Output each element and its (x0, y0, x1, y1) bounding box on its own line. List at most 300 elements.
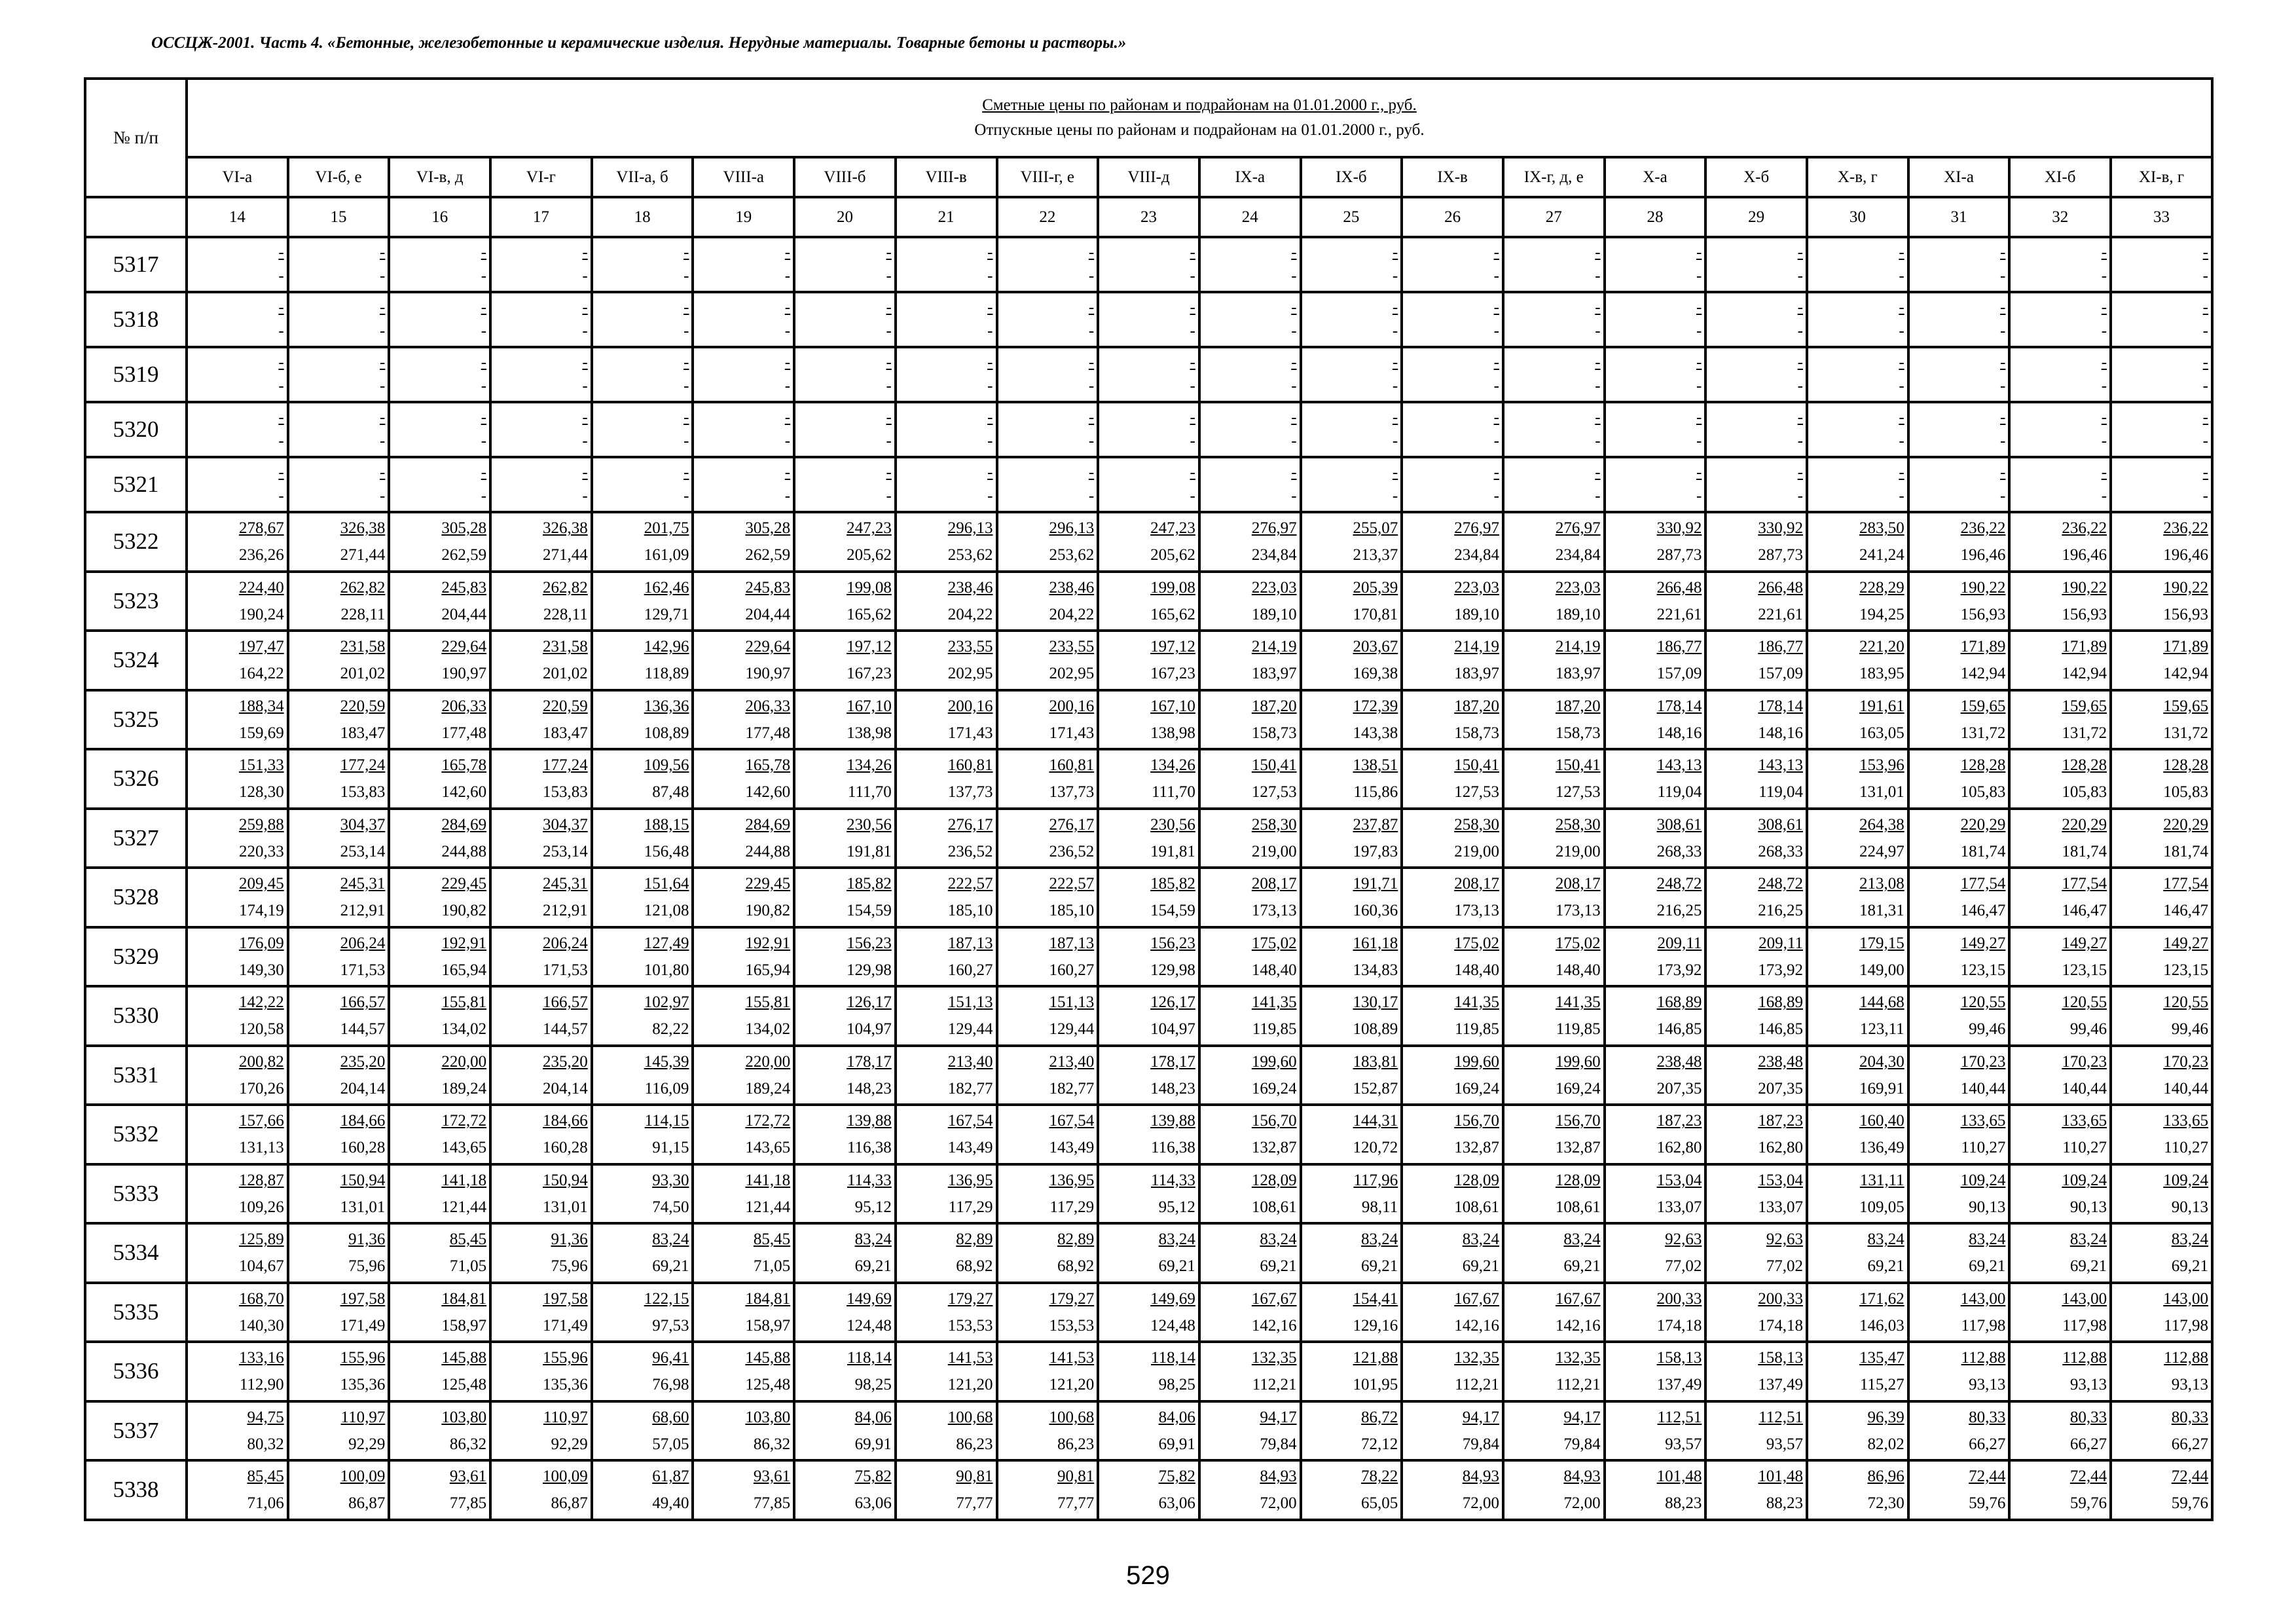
price-cell (1605, 292, 1706, 347)
price-cell (693, 749, 794, 809)
estimate-price: 191,61 (1859, 697, 1904, 715)
release-price: 131,72 (2062, 724, 2107, 742)
estimate-price: 142,96 (644, 638, 689, 656)
row-number: 5317 (85, 237, 187, 292)
price-cell (2009, 512, 2111, 572)
price-cell (896, 292, 997, 347)
release-price: 108,61 (1454, 1198, 1499, 1216)
price-cell (1098, 1401, 1199, 1461)
release-price: - (2202, 487, 2208, 505)
district-header: VI-а (187, 157, 288, 197)
price-cell (1908, 1164, 2010, 1224)
estimate-price: 143,13 (1656, 756, 1702, 775)
release-price: 69,91 (1158, 1435, 1195, 1453)
price-cell (490, 1460, 592, 1520)
release-price: 72,12 (1361, 1435, 1398, 1453)
table-row (85, 572, 2212, 631)
price-cell (794, 1046, 896, 1105)
estimate-price: - (278, 464, 284, 481)
price-cell (1605, 986, 1706, 1046)
release-price: 271,44 (340, 546, 386, 564)
column-number: 18 (592, 197, 693, 237)
release-price: - (1595, 322, 1601, 340)
price-cell (1908, 749, 2010, 809)
price-cell (693, 1283, 794, 1342)
price-cell (794, 1460, 896, 1520)
price-cell (997, 1046, 1099, 1105)
estimate-price: 220,29 (2062, 815, 2107, 834)
estimate-price: 159,65 (1960, 697, 2006, 715)
price-cell (1605, 512, 1706, 572)
estimate-price: 82,89 (956, 1230, 993, 1249)
price-cell (288, 868, 390, 927)
release-price: 253,62 (1049, 546, 1095, 564)
release-price: 219,00 (1251, 842, 1297, 860)
release-price: 79,84 (1462, 1435, 1499, 1453)
estimate-price: - (481, 244, 487, 261)
estimate-price: 199,60 (1251, 1052, 1297, 1071)
estimate-price: 171,89 (2163, 638, 2208, 656)
row-number: 5326 (85, 749, 187, 809)
release-price: 189,10 (1454, 605, 1499, 623)
price-cell (1402, 809, 1503, 868)
price-cell (1199, 1460, 1301, 1520)
release-price: - (683, 487, 689, 505)
price-cell (1705, 631, 1807, 690)
price-cell (1098, 572, 1199, 631)
price-cell (1605, 631, 1706, 690)
release-price: 86,23 (956, 1435, 993, 1453)
price-cell (1503, 868, 1605, 927)
price-cell (1199, 927, 1301, 987)
release-price: 158,73 (1555, 724, 1601, 742)
release-price: 234,84 (1454, 546, 1499, 564)
price-cell (1199, 1046, 1301, 1105)
price-cell (1908, 512, 2010, 572)
release-price: 95,12 (1158, 1198, 1195, 1216)
release-price: 128,30 (238, 783, 284, 802)
price-cell (693, 927, 794, 987)
estimate-price: 197,58 (543, 1289, 588, 1308)
estimate-price: - (1392, 409, 1398, 426)
estimate-price: 165,78 (745, 756, 791, 775)
estimate-price: 176,09 (238, 934, 284, 952)
release-price: 134,83 (1353, 961, 1398, 979)
price-cell (1807, 1342, 1908, 1401)
price-cell (2009, 809, 2111, 868)
estimate-price: 158,13 (1758, 1349, 1803, 1367)
price-cell (1503, 1164, 1605, 1224)
price-cell (1605, 1223, 1706, 1283)
estimate-price: 83,24 (1563, 1230, 1601, 1249)
price-cell (1402, 1342, 1503, 1401)
release-price: - (481, 487, 487, 505)
release-price: 77,85 (449, 1494, 487, 1513)
price-cell (187, 809, 288, 868)
table-row (85, 512, 2212, 572)
release-price: 77,77 (1057, 1494, 1095, 1513)
table-row (85, 402, 2212, 457)
release-price: 110,27 (2164, 1139, 2208, 1157)
price-cell (389, 292, 490, 347)
release-price: 148,40 (1251, 961, 1297, 979)
release-price: 86,87 (551, 1494, 588, 1513)
row-number: 5318 (85, 292, 187, 347)
price-cell (2009, 927, 2111, 987)
price-cell (592, 572, 693, 631)
price-cell (288, 749, 390, 809)
estimate-price: 220,59 (340, 697, 386, 715)
estimate-price: 220,00 (441, 1052, 487, 1071)
price-cell (1098, 1223, 1199, 1283)
release-price: 93,57 (1766, 1435, 1803, 1453)
release-price: 183,95 (1859, 665, 1904, 683)
release-price: 123,15 (1960, 961, 2006, 979)
release-price: 142,94 (2062, 665, 2107, 683)
release-price: 174,19 (238, 902, 284, 920)
price-cell (1199, 1401, 1301, 1461)
estimate-price: 94,17 (1260, 1408, 1297, 1426)
column-number: 26 (1402, 197, 1503, 237)
estimate-price: 308,61 (1758, 815, 1803, 834)
estimate-price: 168,70 (238, 1289, 284, 1308)
estimate-price: 72,44 (2069, 1467, 2107, 1486)
release-price: 236,26 (238, 546, 284, 564)
release-price: 123,11 (1859, 1020, 1904, 1039)
estimate-price: 209,45 (238, 875, 284, 893)
estimate-price: 141,35 (1251, 993, 1297, 1012)
price-cell (490, 986, 592, 1046)
estimate-price: 276,97 (1251, 519, 1297, 538)
release-price: 189,24 (745, 1079, 791, 1098)
release-price: 165,94 (745, 961, 791, 979)
price-cell (1402, 1164, 1503, 1224)
release-price: 196,46 (2062, 546, 2107, 564)
release-price: - (2101, 322, 2107, 340)
price-cell (1301, 292, 1402, 347)
estimate-price: 190,22 (2062, 578, 2107, 597)
release-price: - (1797, 322, 1803, 340)
estimate-price: - (380, 299, 386, 316)
estimate-price: - (987, 299, 993, 316)
price-cell (1807, 1283, 1908, 1342)
price-cell (592, 690, 693, 750)
estimate-price: 223,03 (1555, 578, 1601, 597)
estimate-price: - (2101, 244, 2107, 261)
price-cell (1605, 868, 1706, 927)
estimate-price: 132,35 (1454, 1349, 1499, 1367)
price-cell (1807, 749, 1908, 809)
estimate-price: 100,09 (340, 1467, 386, 1486)
release-price: 153,53 (1049, 1316, 1095, 1335)
release-price: 154,59 (1150, 902, 1195, 920)
release-price: 90,13 (2069, 1198, 2107, 1216)
price-cell (1301, 868, 1402, 927)
row-number: 5332 (85, 1105, 187, 1164)
price-cell (1098, 1105, 1199, 1164)
release-price: 163,05 (1859, 724, 1904, 742)
price-cell (1098, 1283, 1199, 1342)
price-cell (389, 690, 490, 750)
release-price: - (1899, 377, 1904, 395)
estimate-price: - (1392, 244, 1398, 261)
table-row (85, 1223, 2212, 1283)
release-price: - (1291, 487, 1297, 505)
estimate-price: - (2000, 409, 2006, 426)
estimate-price: 120,55 (2163, 993, 2208, 1012)
release-price: 86,23 (1057, 1435, 1095, 1453)
price-cell (1807, 347, 1908, 402)
release-price: 140,44 (2163, 1079, 2208, 1098)
release-price: 95,12 (854, 1198, 892, 1216)
price-cell (2009, 1046, 2111, 1105)
price-cell (693, 572, 794, 631)
price-cell (288, 690, 390, 750)
estimate-price: 206,24 (340, 934, 386, 952)
estimate-price: 84,93 (1462, 1467, 1499, 1486)
price-cell (592, 292, 693, 347)
price-cell (2009, 1460, 2111, 1520)
estimate-price: 192,91 (441, 934, 487, 952)
release-price: 121,44 (745, 1198, 791, 1216)
release-price-title: Отпускные цены по районам и подрайонам на 01.01.2000 г., руб. (974, 121, 1425, 139)
price-cell (1605, 402, 1706, 457)
price-cell (2111, 809, 2212, 868)
estimate-price: 128,28 (2163, 756, 2208, 775)
release-price: - (582, 377, 588, 395)
estimate-price: 197,47 (238, 638, 284, 656)
price-cell (1301, 631, 1402, 690)
estimate-price: 83,24 (2171, 1230, 2208, 1249)
release-price: 189,10 (1251, 605, 1297, 623)
price-cell (896, 631, 997, 690)
release-price: - (1291, 377, 1297, 395)
table-row (85, 986, 2212, 1046)
price-cell (1402, 868, 1503, 927)
price-cell (1908, 1046, 2010, 1105)
estimate-price: 326,38 (340, 519, 386, 538)
price-cell (1199, 1105, 1301, 1164)
release-price: 123,15 (2163, 961, 2208, 979)
estimate-price: 259,88 (238, 815, 284, 834)
estimate-price: 134,26 (1150, 756, 1195, 775)
price-cell (896, 927, 997, 987)
release-price: 162,80 (1656, 1139, 1702, 1157)
price-cell (1503, 690, 1605, 750)
release-price: - (1899, 267, 1904, 285)
estimate-price: 237,87 (1353, 815, 1398, 834)
release-price: - (2000, 322, 2006, 340)
price-cell (187, 749, 288, 809)
release-price: - (1797, 377, 1803, 395)
release-price: 117,98 (1961, 1316, 2006, 1335)
estimate-price: 229,64 (441, 638, 487, 656)
price-cell (592, 1164, 693, 1224)
release-price: 140,30 (238, 1316, 284, 1335)
estimate-price: - (380, 354, 386, 371)
price-cell (490, 631, 592, 690)
price-cell (2009, 749, 2111, 809)
table-row (85, 868, 2212, 927)
estimate-price: 200,33 (1758, 1289, 1803, 1308)
release-price: 183,97 (1555, 665, 1601, 683)
release-price: - (886, 377, 892, 395)
release-price: - (380, 432, 386, 450)
price-cell (490, 809, 592, 868)
release-price: 137,49 (1656, 1376, 1702, 1394)
estimate-price: - (1797, 464, 1803, 481)
release-price: 112,21 (1252, 1376, 1297, 1394)
price-cell (389, 347, 490, 402)
estimate-price: - (2202, 299, 2208, 316)
estimate-price: 167,10 (1150, 697, 1195, 715)
price-cell (2111, 1401, 2212, 1461)
price-cell (592, 1283, 693, 1342)
price-cell (1605, 1283, 1706, 1342)
price-cell (896, 1401, 997, 1461)
release-price: 93,13 (2069, 1376, 2107, 1394)
estimate-price: - (582, 409, 588, 426)
price-cell (1807, 1401, 1908, 1461)
price-table (84, 77, 2214, 1521)
estimate-price: 213,08 (1859, 875, 1904, 893)
price-cell (997, 927, 1099, 987)
release-price: 148,40 (1454, 961, 1499, 979)
price-cell (896, 1342, 997, 1401)
table-row (85, 690, 2212, 750)
release-price: 134,02 (745, 1020, 791, 1039)
estimate-price: 112,88 (2062, 1349, 2107, 1367)
release-price: 216,25 (1758, 902, 1803, 920)
price-cell (1908, 572, 2010, 631)
estimate-price: - (380, 244, 386, 261)
release-price: - (1797, 267, 1803, 285)
estimate-price: 179,15 (1859, 934, 1904, 952)
estimate-price: 231,58 (543, 638, 588, 656)
release-price: 71,05 (449, 1257, 487, 1276)
price-cell (693, 868, 794, 927)
price-cell (1705, 1342, 1807, 1401)
price-cell (1402, 631, 1503, 690)
release-price: 149,30 (238, 961, 284, 979)
estimate-price: - (582, 244, 588, 261)
release-price: 92,29 (348, 1435, 386, 1453)
estimate-price: 233,55 (947, 638, 993, 656)
release-price: 173,92 (1656, 961, 1702, 979)
estimate-price: 276,97 (1454, 519, 1499, 538)
estimate-price: 141,18 (745, 1171, 791, 1189)
price-cell (592, 631, 693, 690)
price-cell (1705, 1283, 1807, 1342)
price-cell (1098, 457, 1199, 512)
estimate-price: - (1797, 244, 1803, 261)
release-price: 196,46 (2163, 546, 2208, 564)
estimate-price: 175,02 (1454, 934, 1499, 952)
estimate-price: 151,13 (947, 993, 993, 1012)
estimate-price: - (582, 464, 588, 481)
price-cell (2111, 572, 2212, 631)
price-cell (997, 347, 1099, 402)
estimate-price: - (1797, 409, 1803, 426)
price-cell (1503, 1460, 1605, 1520)
release-price: 190,97 (441, 665, 487, 683)
estimate-price: 184,66 (340, 1112, 386, 1130)
price-cell (1605, 1046, 1706, 1105)
estimate-price: 209,11 (1657, 934, 1702, 952)
price-cell (1705, 457, 1807, 512)
price-cell (794, 1223, 896, 1283)
release-price: 124,48 (847, 1316, 892, 1335)
release-price: 159,69 (238, 724, 284, 742)
estimate-price: 208,17 (1251, 875, 1297, 893)
release-price: - (886, 267, 892, 285)
estimate-price: - (2000, 299, 2006, 316)
estimate-price: 179,27 (1049, 1289, 1095, 1308)
estimate-price: 238,48 (1758, 1052, 1803, 1071)
district-header: IX-в (1402, 157, 1503, 197)
estimate-price: 101,48 (1758, 1467, 1803, 1486)
price-cell (1199, 749, 1301, 809)
price-cell (896, 402, 997, 457)
release-price: 183,47 (543, 724, 588, 742)
release-price: - (1291, 432, 1297, 450)
release-price: 65,05 (1361, 1494, 1398, 1513)
release-price: - (784, 322, 791, 340)
release-price: 183,97 (1454, 665, 1499, 683)
release-price: 105,83 (2062, 783, 2107, 802)
price-cell (2009, 1401, 2111, 1461)
price-cell (187, 690, 288, 750)
estimate-price: 110,97 (340, 1408, 386, 1426)
release-price: 158,73 (1454, 724, 1499, 742)
release-price: 101,80 (644, 961, 689, 979)
estimate-price: 120,55 (1960, 993, 2006, 1012)
release-price: 287,73 (1656, 546, 1702, 564)
price-cell (1908, 1401, 2010, 1461)
estimate-price: 177,24 (543, 756, 588, 775)
estimate-price: 236,22 (2163, 519, 2208, 538)
release-price: 146,47 (2163, 902, 2208, 920)
estimate-price: - (1493, 244, 1499, 261)
release-price: 174,18 (1656, 1316, 1702, 1335)
release-price: 262,59 (745, 546, 791, 564)
release-price: 72,00 (1462, 1494, 1499, 1513)
price-cell (2009, 986, 2111, 1046)
price-cell (490, 1046, 592, 1105)
price-cell (997, 631, 1099, 690)
price-cell (1807, 572, 1908, 631)
price-cell (288, 402, 390, 457)
release-price: 216,25 (1656, 902, 1702, 920)
price-cell (1199, 347, 1301, 402)
price-cell (1503, 749, 1605, 809)
estimate-price: - (1696, 299, 1702, 316)
estimate-price: 75,82 (854, 1467, 892, 1486)
release-price: - (1493, 432, 1499, 450)
release-price: 204,22 (947, 605, 993, 623)
release-price: 160,36 (1353, 902, 1398, 920)
estimate-price: 199,08 (1150, 578, 1195, 597)
estimate-price: - (1696, 244, 1702, 261)
price-cell (896, 868, 997, 927)
district-header: XI-б (2009, 157, 2111, 197)
estimate-price: 153,96 (1859, 756, 1904, 775)
column-number: 24 (1199, 197, 1301, 237)
release-price: - (1088, 432, 1095, 450)
release-price: 171,49 (543, 1316, 588, 1335)
price-cell (1199, 237, 1301, 292)
estimate-price: 134,26 (847, 756, 892, 775)
